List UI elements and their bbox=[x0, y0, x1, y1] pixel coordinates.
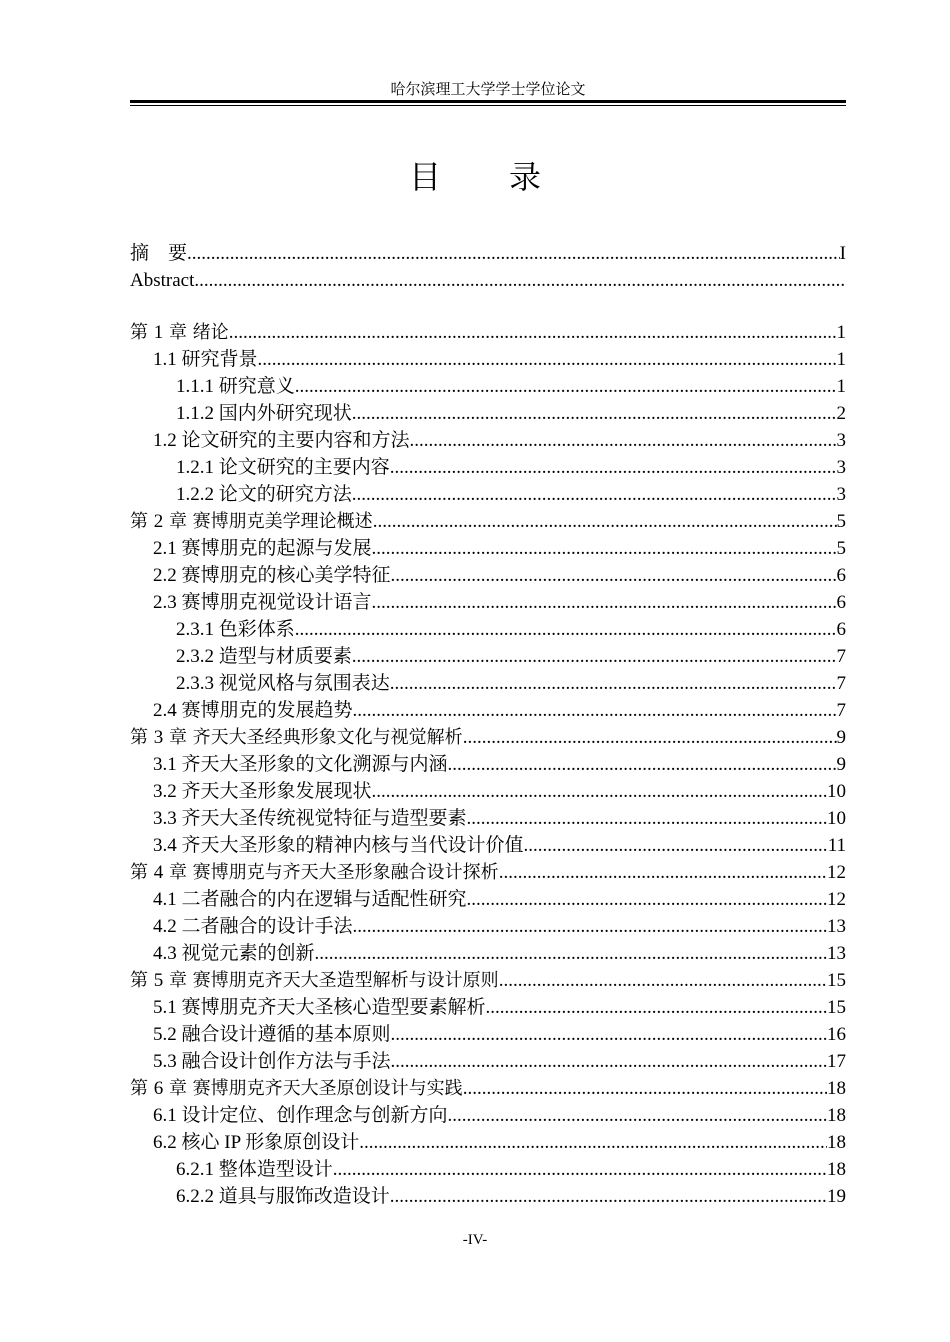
toc-entry-label: 1.1.1 研究意义 bbox=[176, 376, 295, 397]
toc-entry[interactable] bbox=[130, 697, 846, 724]
toc-entry[interactable] bbox=[130, 1183, 846, 1210]
toc-entry[interactable] bbox=[130, 373, 846, 400]
toc-title: 目 录 bbox=[408, 159, 571, 195]
toc-leader-dots bbox=[194, 267, 846, 294]
toc-entry-label: 第 5 章 赛博朋克齐天大圣造型解析与设计原则 bbox=[130, 970, 499, 991]
toc-entry[interactable] bbox=[130, 1129, 846, 1156]
toc-entry-label: 第 1 章 绪论 bbox=[130, 322, 229, 343]
toc-entry-label: 3.4 齐天大圣形象的精神内核与当代设计价值 bbox=[153, 835, 524, 856]
toc-entry[interactable] bbox=[130, 913, 846, 940]
toc-leader-dots bbox=[353, 697, 837, 724]
toc-entry-label: 4.3 视觉元素的创新 bbox=[153, 943, 315, 964]
toc-entry[interactable] bbox=[130, 994, 846, 1021]
toc-leader-dots bbox=[524, 832, 828, 859]
toc-page-number: 6 bbox=[836, 592, 846, 613]
toc-chapter-entry[interactable] bbox=[130, 967, 846, 994]
toc-entry[interactable] bbox=[130, 427, 846, 454]
toc-entry-label: 1.1.2 国内外研究现状 bbox=[176, 403, 352, 424]
toc-leader-dots bbox=[499, 859, 827, 886]
toc-leader-dots bbox=[390, 454, 837, 481]
toc-leader-dots bbox=[258, 346, 837, 373]
toc-entry-label: 第 2 章 赛博朋克美学理论概述 bbox=[130, 511, 373, 532]
toc-leader-dots bbox=[352, 481, 837, 508]
toc-entry-label: 2.2 赛博朋克的核心美学特征 bbox=[153, 565, 391, 586]
toc-entry-label: 5.2 融合设计遵循的基本原则 bbox=[153, 1024, 391, 1045]
table-of-contents bbox=[130, 240, 846, 1210]
toc-entry-label: 第 6 章 赛博朋克齐天大圣原创设计与实践 bbox=[130, 1078, 463, 1099]
toc-entry[interactable] bbox=[130, 670, 846, 697]
toc-leader-dots bbox=[391, 562, 837, 589]
toc-leader-dots bbox=[359, 1129, 827, 1156]
toc-page-number: 1 bbox=[836, 376, 846, 397]
toc-page-number: 1 bbox=[836, 322, 846, 343]
toc-entry[interactable] bbox=[130, 400, 846, 427]
toc-leader-dots bbox=[486, 994, 827, 1021]
toc-entry[interactable] bbox=[130, 1156, 846, 1183]
toc-entry[interactable] bbox=[130, 562, 846, 589]
toc-entry-label: 2.3 赛博朋克视觉设计语言 bbox=[153, 592, 372, 613]
toc-entry-label: 3.3 齐天大圣传统视觉特征与造型要素 bbox=[153, 808, 467, 829]
toc-entry-label: 摘 要 bbox=[130, 243, 188, 264]
toc-entry-label: 第 4 章 赛博朋克与齐天大圣形象融合设计探析 bbox=[130, 862, 499, 883]
toc-entry[interactable] bbox=[130, 535, 846, 562]
toc-leader-dots bbox=[229, 319, 837, 346]
toc-entry-label: 2.3.3 视觉风格与氛围表达 bbox=[176, 673, 390, 694]
toc-page-number: 19 bbox=[827, 1186, 846, 1207]
toc-leader-dots bbox=[372, 535, 837, 562]
toc-chapter-entry[interactable] bbox=[130, 508, 846, 535]
toc-entry[interactable] bbox=[130, 886, 846, 913]
toc-leader-dots bbox=[353, 913, 827, 940]
toc-leader-dots bbox=[467, 805, 827, 832]
toc-page-number: 5 bbox=[836, 511, 846, 532]
toc-page-number: 2 bbox=[836, 403, 846, 424]
toc-leader-dots bbox=[333, 1156, 827, 1183]
toc-entry-label: 6.2 核心 IP 形象原创设计 bbox=[153, 1132, 360, 1153]
toc-entry-label: 3.1 齐天大圣形象的文化溯源与内涵 bbox=[153, 754, 448, 775]
toc-leader-dots bbox=[448, 751, 837, 778]
toc-page-number: 6 bbox=[836, 565, 846, 586]
toc-entry[interactable] bbox=[130, 454, 846, 481]
page-number: -IV- bbox=[462, 1232, 488, 1248]
toc-entry[interactable] bbox=[130, 267, 846, 294]
toc-page-number: 18 bbox=[827, 1132, 846, 1153]
toc-leader-dots bbox=[352, 400, 837, 427]
toc-page-number: 17 bbox=[827, 1051, 846, 1072]
toc-entry[interactable] bbox=[130, 616, 846, 643]
toc-entry-label: 2.1 赛博朋克的起源与发展 bbox=[153, 538, 372, 559]
toc-entry-label: Abstract bbox=[130, 270, 195, 291]
toc-entry[interactable] bbox=[130, 240, 846, 267]
toc-entry[interactable] bbox=[130, 1021, 846, 1048]
header-rule-thin bbox=[130, 105, 846, 106]
toc-page-number: 10 bbox=[827, 808, 846, 829]
toc-entry[interactable] bbox=[130, 589, 846, 616]
toc-page-number: 7 bbox=[836, 673, 846, 694]
toc-entry-label: 6.2.2 道具与服饰改造设计 bbox=[176, 1186, 390, 1207]
toc-leader-dots bbox=[295, 616, 837, 643]
toc-chapter-entry[interactable] bbox=[130, 1075, 846, 1102]
toc-leader-dots bbox=[295, 373, 837, 400]
toc-leader-dots bbox=[463, 1075, 827, 1102]
toc-chapter-entry[interactable] bbox=[130, 859, 846, 886]
toc-entry-label: 第 3 章 齐天大圣经典形象文化与视觉解析 bbox=[130, 727, 463, 748]
toc-page-number: 3 bbox=[836, 484, 846, 505]
toc-entry-label: 2.4 赛博朋克的发展趋势 bbox=[153, 700, 353, 721]
toc-entry[interactable] bbox=[130, 751, 846, 778]
toc-leader-dots bbox=[499, 967, 827, 994]
toc-entry-label: 3.2 齐天大圣形象发展现状 bbox=[153, 781, 372, 802]
toc-leader-dots bbox=[390, 670, 837, 697]
toc-page-number: 16 bbox=[827, 1024, 846, 1045]
toc-page-number: 1 bbox=[836, 349, 846, 370]
toc-entry-label: 1.1 研究背景 bbox=[153, 349, 258, 370]
toc-entry-label: 5.1 赛博朋克齐天大圣核心造型要素解析 bbox=[153, 997, 486, 1018]
toc-leader-dots bbox=[352, 643, 837, 670]
toc-leader-dots bbox=[448, 1102, 827, 1129]
toc-leader-dots bbox=[373, 508, 837, 535]
toc-entry-label: 6.1 设计定位、创作理念与创新方向 bbox=[153, 1105, 448, 1126]
toc-entry[interactable] bbox=[130, 832, 846, 859]
toc-entry-label: 1.2 论文研究的主要内容和方法 bbox=[153, 430, 410, 451]
toc-page-number: I bbox=[839, 243, 846, 264]
toc-page-number: 11 bbox=[827, 835, 846, 856]
toc-entry-label: 5.3 融合设计创作方法与手法 bbox=[153, 1051, 391, 1072]
header-rule-thick bbox=[130, 100, 846, 103]
toc-entry-label: 2.3.1 色彩体系 bbox=[176, 619, 295, 640]
toc-entry[interactable] bbox=[130, 1102, 846, 1129]
toc-page-number: 7 bbox=[836, 700, 846, 721]
toc-leader-dots bbox=[187, 240, 840, 267]
toc-page-number: 18 bbox=[827, 1105, 846, 1126]
toc-page-number: 13 bbox=[827, 943, 846, 964]
toc-page-number: 9 bbox=[836, 754, 846, 775]
toc-entry-label: 4.2 二者融合的设计手法 bbox=[153, 916, 353, 937]
toc-leader-dots bbox=[463, 724, 837, 751]
toc-leader-dots bbox=[372, 778, 827, 805]
toc-page-number: 18 bbox=[827, 1159, 846, 1180]
toc-entry-label: 1.2.2 论文的研究方法 bbox=[176, 484, 352, 505]
toc-chapter-entry[interactable] bbox=[130, 319, 846, 346]
toc-entry-label: 1.2.1 论文研究的主要内容 bbox=[176, 457, 390, 478]
toc-page-number: 15 bbox=[827, 970, 846, 991]
toc-leader-dots bbox=[391, 1048, 827, 1075]
toc-entry[interactable] bbox=[130, 805, 846, 832]
toc-page-number: 7 bbox=[836, 646, 846, 667]
toc-page-number: 12 bbox=[827, 889, 846, 910]
toc-leader-dots bbox=[467, 886, 827, 913]
toc-page-number: 15 bbox=[827, 997, 846, 1018]
toc-page-number: 13 bbox=[827, 916, 846, 937]
toc-leader-dots bbox=[390, 1183, 827, 1210]
toc-leader-dots bbox=[410, 427, 837, 454]
toc-page-number: 3 bbox=[836, 457, 846, 478]
toc-page-number: 12 bbox=[827, 862, 846, 883]
toc-leader-dots bbox=[372, 589, 837, 616]
toc-entry[interactable] bbox=[130, 481, 846, 508]
toc-entry-label: 4.1 二者融合的内在逻辑与适配性研究 bbox=[153, 889, 467, 910]
toc-entry[interactable] bbox=[130, 346, 846, 373]
toc-entry[interactable] bbox=[130, 1048, 846, 1075]
toc-entry-label: 2.3.2 造型与材质要素 bbox=[176, 646, 352, 667]
toc-page-number: 18 bbox=[827, 1078, 846, 1099]
toc-entry[interactable] bbox=[130, 778, 846, 805]
toc-entry[interactable] bbox=[130, 643, 846, 670]
toc-page-number: 3 bbox=[836, 430, 846, 451]
toc-page-number: 9 bbox=[836, 727, 846, 748]
toc-leader-dots bbox=[315, 940, 827, 967]
toc-page-number: 5 bbox=[836, 538, 846, 559]
toc-chapter-entry[interactable] bbox=[130, 724, 846, 751]
toc-entry[interactable] bbox=[130, 940, 846, 967]
toc-page-number: 6 bbox=[836, 619, 846, 640]
toc-page-number: 10 bbox=[827, 781, 846, 802]
toc-entry-label: 6.2.1 整体造型设计 bbox=[176, 1159, 333, 1180]
running-header: 哈尔滨理工大学学士学位论文 bbox=[390, 82, 586, 98]
toc-leader-dots bbox=[391, 1021, 827, 1048]
